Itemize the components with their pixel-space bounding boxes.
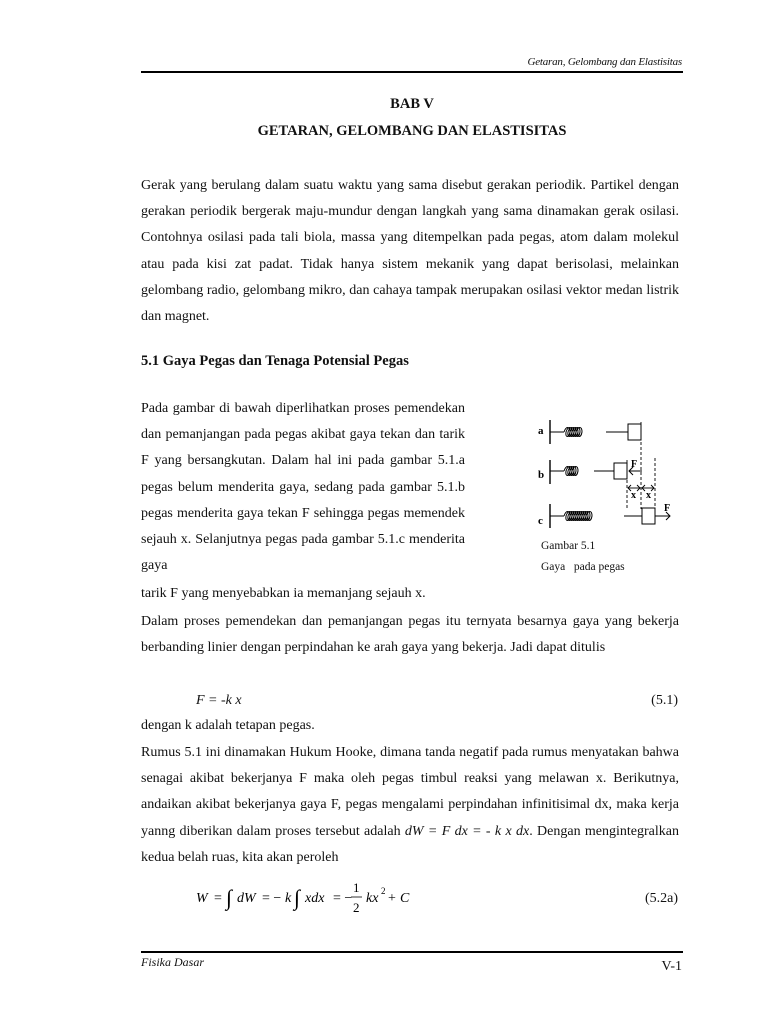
paragraph-3-text: Rumus 5.1 ini dinamakan Hukum Hooke, dimana tanda negatif pada rumus menyatakan bahwa senagai akibat bekerjanya F maka oleh pegas timbul reaksi yang melawan x. Berikutnya, andaikan akibat bekerjanya gaya F, pegas mengalami perpindahan infinitisimal dx, maka kerja yanng diberikan dalam proses tersebut adalah <box>141 745 679 839</box>
svg-text:= −: = − <box>262 891 282 906</box>
figure-caption-text: Gaya pada pegas <box>541 561 625 573</box>
figure-label-c: c <box>538 515 543 527</box>
svg-text:kx: kx <box>366 891 379 906</box>
svg-text:+: + <box>388 891 396 906</box>
running-header: Getaran, Gelombang dan Elastisitas <box>527 56 682 68</box>
after-equation-1: dengan k adalah tetapan pegas. <box>141 718 315 733</box>
intro-paragraph: Gerak yang berulang dalam suatu waktu yang sama disebut gerakan periodik. Partikel dengan gerakan periodik bergerak maju-mundur dengan langkah yang sama dinamakan gerak osilasi. Contohnya osilasi pada tali biola, massa yang ditempelkan pada pegas, atom dalam molekul atau pada kisi zat padat. Tidak hanya sistem mekanik yang dapat berisolasi, melainkan gelombang radio, gelombang mikro, dan cahaya tampak merupakan osilasi vektor medan listrik dan magnet. <box>141 178 679 325</box>
svg-text:2: 2 <box>381 886 386 896</box>
displacement-label-2: x <box>646 490 651 501</box>
svg-text:k: k <box>285 891 292 906</box>
equation-1-number: (5.1) <box>651 693 678 708</box>
figure-paragraph-end: tarik F yang menyebabkan ia memanjang sejauh x. <box>141 586 426 601</box>
header-rule <box>141 71 683 73</box>
svg-text:C: C <box>400 891 410 906</box>
force-label-b: F <box>631 459 638 470</box>
page-number: V-1 <box>661 959 682 974</box>
equation-2 <box>190 876 430 920</box>
paragraph-3-math: dW = F dx = - k x dx <box>404 823 530 839</box>
spring-a <box>550 424 641 440</box>
footer-title: Fisika Dasar <box>141 955 204 969</box>
svg-text:∫: ∫ <box>294 885 301 910</box>
force-label-c: F <box>664 503 671 514</box>
figure-label-a: a <box>538 425 544 437</box>
figure-paragraph: Pada gambar di bawah diperlihatkan proses pemendekan dan pemanjangan pada pegas akibat gaya tekan dan tarik F yang bersangkutan. Dalam hal ini pada gambar 5.1.a pegas belum menderita gaya, sedang pada gambar 5.1.b pegas menderita gaya tekan F sehingga pegas memendek sejauh x. Selanjutnya pegas pada gambar 5.1.c menderita gaya <box>141 401 465 574</box>
paragraph-3-end: . Dengan mengintegralkan kedua belah ruas, kita akan peroleh <box>141 823 679 865</box>
equation-2-number: (5.2a) <box>644 891 678 906</box>
equation-1: F = -k x <box>196 693 242 708</box>
svg-text:2: 2 <box>353 900 360 915</box>
svg-text:∫: ∫ <box>226 885 233 910</box>
footer-rule <box>141 951 683 953</box>
svg-text:=: = <box>214 891 222 906</box>
chapter-number: BAB V <box>390 96 434 112</box>
svg-text:xdx: xdx <box>305 891 325 906</box>
svg-text:= −: = − <box>333 891 353 906</box>
displacement-label-1: x <box>631 490 636 501</box>
svg-text:dW: dW <box>237 891 256 906</box>
svg-text:W: W <box>196 891 208 906</box>
spring-b <box>550 463 642 479</box>
spring-c <box>550 508 670 524</box>
paragraph-2: Dalam proses pemendekan dan pemanjangan pegas itu ternyata besarnya gaya yang bekerja berbanding linier dengan perpindahan ke arah gaya yang bekerja. Jadi dapat ditulis <box>141 614 679 656</box>
figure-label-b: b <box>538 469 545 481</box>
figure-caption-title: Gambar 5.1 <box>541 540 596 552</box>
spring-figure <box>530 414 680 534</box>
section-title: 5.1 Gaya Pegas dan Tenaga Potensial Pegas <box>141 353 409 369</box>
paragraph-3 <box>141 740 679 871</box>
svg-text:1: 1 <box>353 880 360 895</box>
chapter-title: GETARAN, GELOMBANG DAN ELASTISITAS <box>257 123 567 139</box>
